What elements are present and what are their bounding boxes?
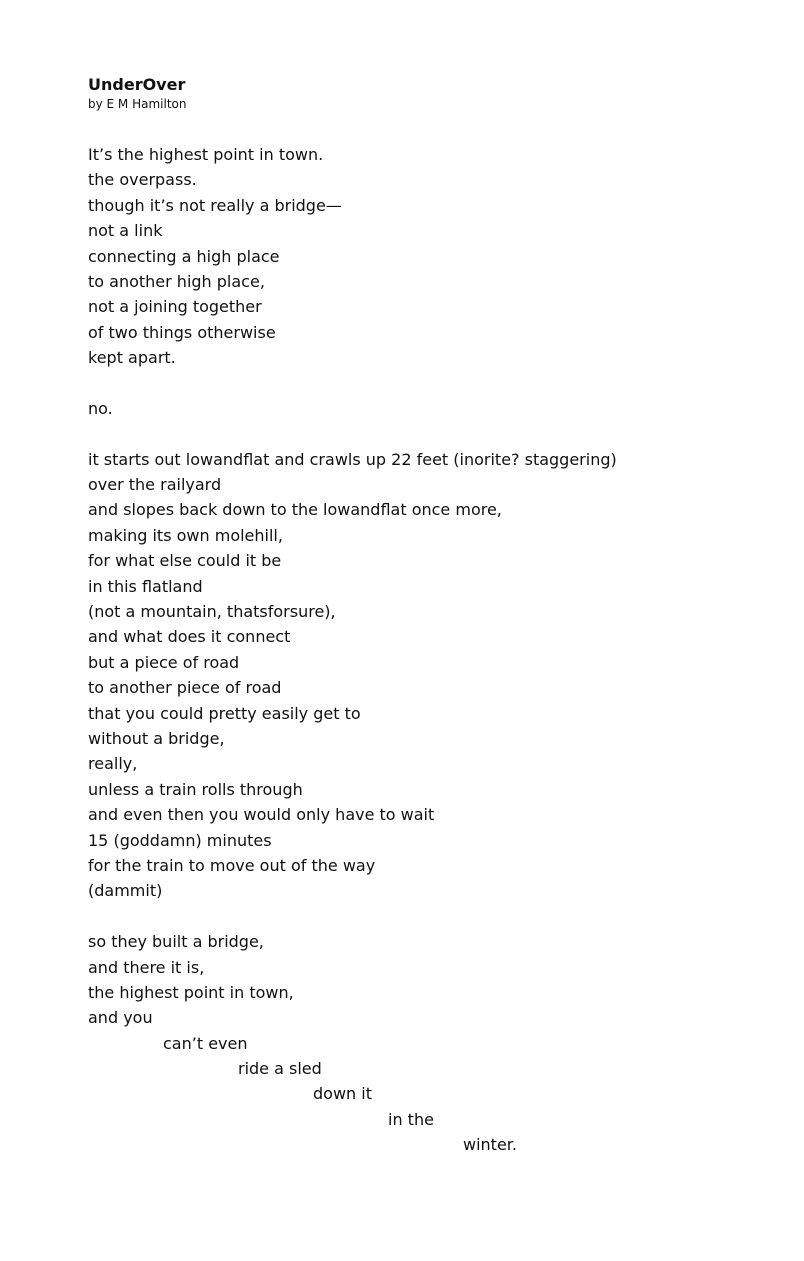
poem-line-indented: winter. — [463, 1135, 517, 1155]
stanza-1 — [88, 142, 788, 371]
poem-line: and there it is, — [88, 957, 205, 977]
poem-line-indented: ride a sled — [238, 1059, 322, 1079]
poem-body — [88, 142, 788, 1158]
poem-line: the highest point in town, — [88, 982, 294, 1002]
poem-line: for what else could it be — [88, 551, 282, 571]
poem-line-indented: in the — [388, 1109, 434, 1129]
poem-line: of two things otherwise — [88, 322, 276, 342]
poem-line: without a bridge, — [88, 728, 225, 748]
poem-line: but a piece of road — [88, 652, 240, 672]
poem-line: no. — [88, 398, 113, 418]
poem-line: not a link — [88, 221, 163, 241]
poem-byline: by E M Hamilton — [88, 97, 187, 111]
poem-line: that you could pretty easily get to — [88, 703, 361, 723]
poem-line: making its own molehill, — [88, 525, 283, 545]
stanza-2 — [88, 396, 788, 421]
poem-page — [88, 74, 788, 1183]
poem-line: really, — [88, 754, 138, 774]
poem-line: kept apart. — [88, 348, 176, 368]
stanza-4 — [88, 929, 788, 1158]
poem-line: it starts out lowandflat and crawls up 22 feet (inorite? staggering) — [88, 449, 617, 469]
poem-line: 15 (goddamn) minutes — [88, 830, 272, 850]
poem-line: and you — [88, 1008, 153, 1028]
poem-line: not a joining together — [88, 297, 262, 317]
poem-line: (dammit) — [88, 881, 163, 901]
poem-line: It’s the highest point in town. — [88, 145, 324, 164]
poem-line: the overpass. — [88, 170, 197, 190]
poem-line: though it’s not really a bridge— — [88, 195, 342, 215]
poem-line: to another high place, — [88, 271, 265, 291]
poem-line-indented: can’t even — [163, 1033, 248, 1053]
poem-line: for the train to move out of the way — [88, 855, 376, 875]
poem-line: to another piece of road — [88, 678, 282, 698]
poem-line: so they built a bridge, — [88, 932, 264, 952]
poem-line: in this flatland — [88, 576, 203, 596]
stanza-3 — [88, 447, 788, 904]
poem-line: over the railyard — [88, 475, 222, 495]
poem-title: UnderOver — [88, 75, 186, 94]
poem-line: and even then you would only have to wait — [88, 805, 435, 825]
poem-line: (not a mountain, thatsforsure), — [88, 602, 336, 622]
poem-line: and slopes back down to the lowandflat once more, — [88, 500, 502, 520]
poem-line: unless a train rolls through — [88, 779, 303, 799]
poem-line: and what does it connect — [88, 627, 291, 647]
poem-line: connecting a high place — [88, 246, 280, 266]
poem-line-indented: down it — [313, 1084, 372, 1104]
